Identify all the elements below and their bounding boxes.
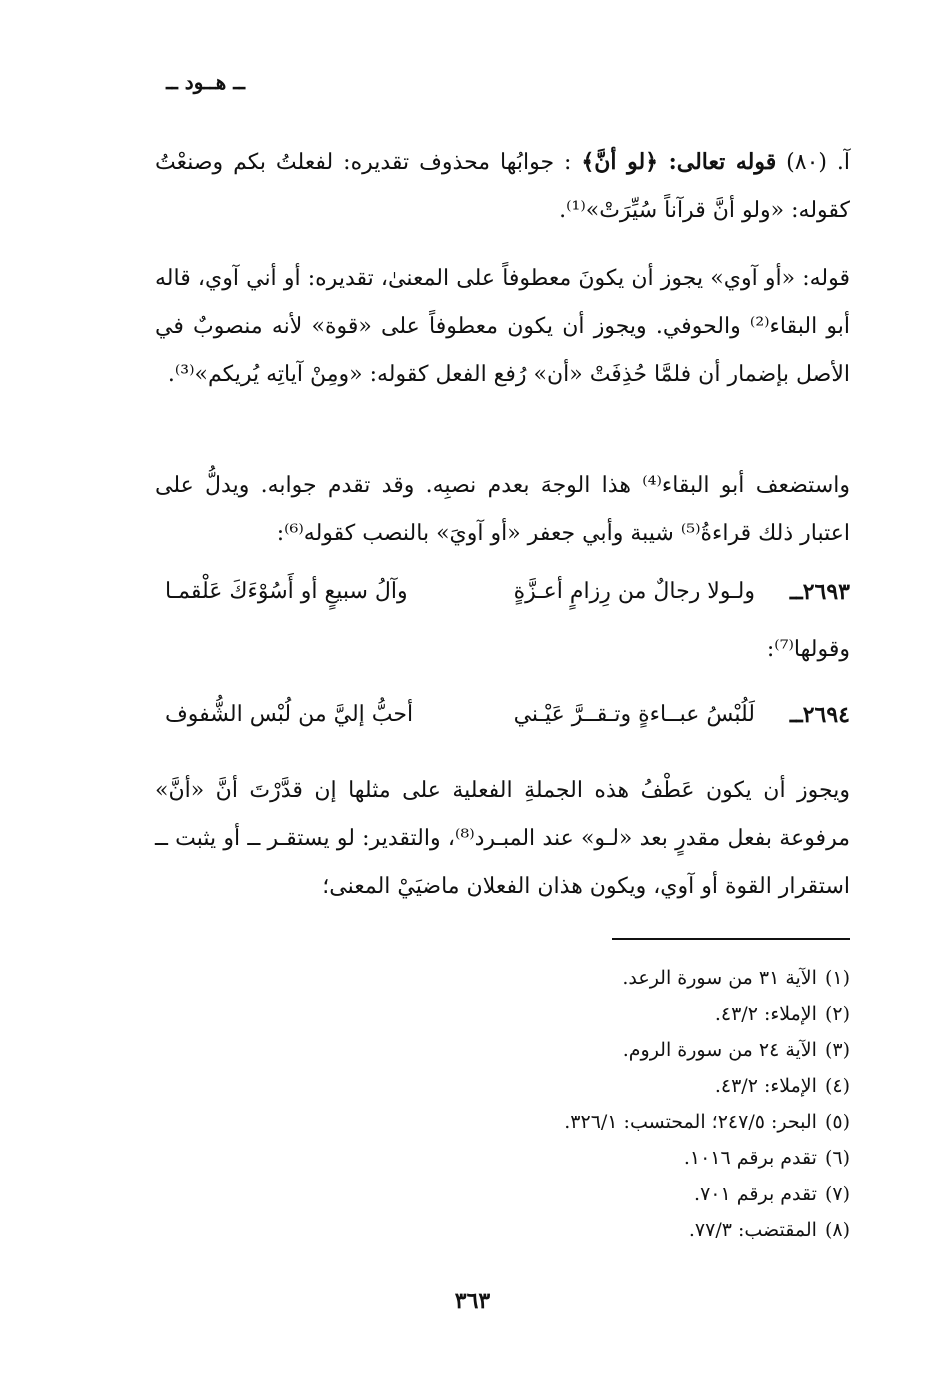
footnote-separator: [612, 938, 850, 940]
footnote-text: الآية ٣١ من سورة الرعد.: [622, 967, 817, 989]
footnote-number: (٦): [824, 1147, 850, 1169]
footnote-text: الآية ٢٤ من سورة الروم.: [622, 1039, 817, 1061]
footnote: [250, 1104, 850, 1140]
verse-hemistich-second: أحبُّ إليَّ من لُبْس الشُّفوف: [165, 702, 414, 727]
footnote: [250, 1176, 850, 1212]
footnote-number: (٢): [824, 1003, 850, 1025]
footnote: [250, 1140, 850, 1176]
footnote-number: (٤): [824, 1075, 850, 1097]
footnote-text: المقتضب: ٧٧/٣.: [688, 1219, 817, 1241]
running-head: ــ هــود ــ: [166, 70, 245, 94]
footnote: [250, 960, 850, 996]
page-number: ٣٦٣: [454, 1288, 491, 1314]
verse-2693: [155, 570, 850, 614]
verse-hemistich-first: ولـولا رجالٌ من رِزامٍ أعـزَّةٍ: [513, 579, 755, 604]
footnote-number: (١): [824, 967, 850, 989]
footnotes-list: [250, 960, 850, 1248]
paragraph-1-lead: آ. (٨٠): [786, 150, 851, 175]
verse-hemistich-first: لَلُبْسُ عبــاءةٍ وتـقــرَّ عَيْـني: [513, 702, 755, 727]
footnote-text: تقدم برقم ١٠١٦.: [683, 1147, 817, 1169]
verse-number: ٢٦٩٣ــ: [789, 579, 850, 605]
paragraph-3: واستضعف أبو البقاء⁽⁴⁾ هذا الوجهَ بعدم نصبِه. وقد تقدم جوابه. ويدلُّ على اعتبار ذلك قراءةُ⁽⁵⁾ شيبة وأبي جعفر «أو آويَ» بالنصب كقوله⁽⁶⁾:: [155, 473, 850, 546]
footnote: [250, 996, 850, 1032]
paragraph-1-bold: قوله تعالى: ﴿لو أنَّ﴾: [581, 149, 777, 175]
verse-hemistich-second: وآلُ سبيعٍ أو أَسُوْءَكَ عَلْقمـا: [165, 579, 408, 604]
footnote: [250, 1212, 850, 1248]
paragraph-2: قوله: «أو آوي» يجوز أن يكونَ معطوفاً على المعنىٰ، تقديره: أو أني آوي، قاله أبو البقاء⁽²⁾ والحوفي. ويجوز أن يكون معطوفاً على «قوة» لأنه منصوبٌ في الأصل بإضمار أن فلمَّا حُذِفَتْ «أن» رُفع الفعل كقوله: «ومِنْ آياتِه يُريكم»⁽³⁾.: [155, 266, 850, 387]
verse-number: ٢٦٩٤ــ: [789, 702, 850, 728]
footnote-number: (٨): [824, 1219, 850, 1241]
footnote: [250, 1032, 850, 1068]
paragraph-1-text: : جوابُها محذوف تقديره: لفعلتُ بكم وصنعْتُ كقوله: «ولو أنَّ قرآناً سُيِّرَتْ»⁽¹⁾.: [155, 150, 850, 223]
verse-intro: وقولها⁽⁷⁾:: [766, 637, 850, 662]
paragraph-1: [155, 138, 850, 235]
footnote-text: الإملاء: ٤٣/٢.: [714, 1075, 817, 1097]
footnote-text: الإملاء: ٤٣/٢.: [714, 1003, 817, 1025]
paragraph-4: ويجوز أن يكون عَطْفُ هذه الجملةِ الفعلية على مثلها إن قدَّرْتَ أنَّ «أنَّ» مرفوعة بفعل مقدرٍ بعد «لـو» عند المبـرد⁽⁸⁾، والتقدير: لو يستقـر ــ أو يثبت ــ استقرار القوة أو آوي، ويكون هذان الفعلان ماضيَيْ المعنى؛: [155, 778, 850, 899]
footnote-number: (٣): [824, 1039, 850, 1061]
footnote-number: (٥): [824, 1111, 850, 1133]
footnote-text: تقدم برقم ٧٠١.: [694, 1183, 817, 1205]
footnote: [250, 1068, 850, 1104]
footnote-text: البحر: ٢٤٧/٥؛ المحتسب: ٣٢٦/١.: [564, 1111, 817, 1133]
verse-2694: [155, 693, 850, 737]
footnote-number: (٧): [824, 1183, 850, 1205]
